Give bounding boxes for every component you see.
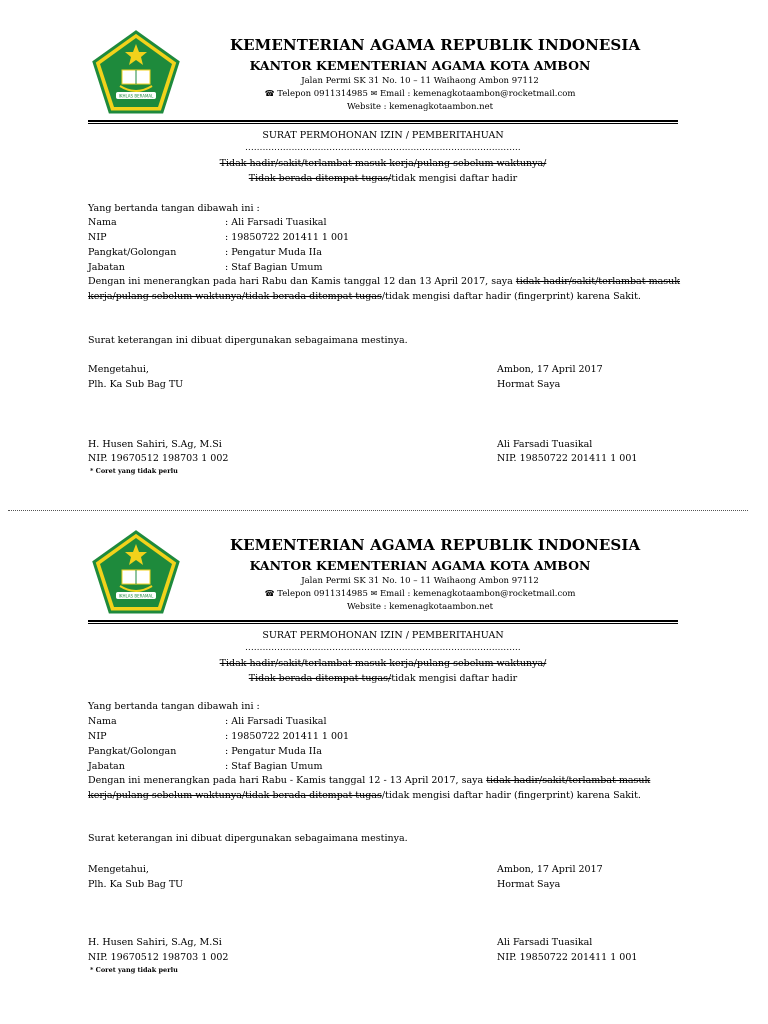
field-value-nama: : Ali Farsadi Tuasikal [225,217,327,228]
body-text-start: Dengan ini menerangkan pada hari Rabu - Kamis tanggal 12 - 13 April 2017, saya [88,775,487,786]
body-text-start: Dengan ini menerangkan pada hari Rabu dan Kamis tanggal 12 dan 13 April 2017, saya [88,276,516,287]
title-options-line2 [88,173,678,184]
logo-ribbon-text: IKHLAS BERAMAL [118,593,154,599]
letter-title: SURAT PERMOHONAN IZIN / PEMBERITAHUAN [262,630,504,641]
right-sign-date: Ambon, 17 April 2017 [497,864,603,875]
body-text-struck: tidak hadir/sakit/terlambat masuk kerja/pulang sebelum waktunya/tidak berada ditempat tugas [88,276,680,302]
body-text-end: /tidak mengisi daftar hadir (fingerprint) karena Sakit. [381,291,641,302]
title-options-line1: Tidak hadir/sakit/terlambat masuk kerja/pulang sebelum waktunya/ [219,658,547,669]
title-dots: ............................................................................................... [245,643,521,653]
field-value-pangkat: : Pengatur Muda IIa [225,746,322,757]
field-label-nama: Nama [88,716,117,727]
website: Website : kemenagkotaambon.net [346,602,494,612]
contact-line [230,89,610,99]
logo-ribbon-text: IKHLAS BERAMAL [118,93,154,99]
right-sign-line2: Hormat Saya [497,879,561,890]
body-text-struck: tidak hadir/sakit/terlambat masuk kerja/pulang sebelum waktunya/tidak berada ditempat tugas [88,775,651,801]
title-option-struck: Tidak berada ditempat tugas/ [248,173,392,184]
left-sign-line1: Mengetahui, [88,364,149,375]
left-sign-line2: Plh. Ka Sub Bag TU [88,379,184,390]
right-sign-nip: NIP. 19850722 201411 1 001 [497,952,638,963]
envelope-icon: ✉ [370,89,378,98]
left-sign-nip: NIP. 19670512 198703 1 002 [88,952,229,963]
right-sign-name: Ali Farsadi Tuasikal [497,937,593,948]
letter-title: SURAT PERMOHONAN IZIN / PEMBERITAHUAN [262,130,504,141]
field-value-jabatan: : Staf Bagian Umum [225,262,323,273]
ministry-name: KEMENTERIAN AGAMA REPUBLIK INDONESIA [230,36,641,54]
field-value-jabatan: : Staf Bagian Umum [225,761,323,772]
field-label-jabatan: Jabatan [88,761,125,772]
letter-2 [0,500,768,990]
header-rule-thin [88,623,678,624]
intro-text: Yang bertanda tangan dibawah ini : [88,203,260,214]
header-rule [88,620,678,622]
right-sign-name: Ali Farsadi Tuasikal [497,439,593,450]
right-sign-date: Ambon, 17 April 2017 [497,364,603,375]
intro-text: Yang bertanda tangan dibawah ini : [88,701,260,712]
field-value-nip: : 19850722 201411 1 001 [225,232,350,243]
field-label-nama: Nama [88,217,117,228]
title-option-struck: Tidak berada ditempat tugas/ [248,673,392,684]
letter-1 [0,0,768,490]
field-label-jabatan: Jabatan [88,262,125,273]
office-name: KANTOR KEMENTERIAN AGAMA KOTA AMBON [249,58,591,73]
right-sign-nip: NIP. 19850722 201411 1 001 [497,453,638,464]
title-option-kept: tidak mengisi daftar hadir [391,673,518,684]
envelope-icon: ✉ [370,589,378,598]
header-rule-thin [88,123,678,124]
ministry-logo [92,30,180,114]
title-options-line2 [88,673,678,684]
body-paragraph [88,773,680,803]
left-sign-line1: Mengetahui, [88,864,149,875]
office-name: KANTOR KEMENTERIAN AGAMA KOTA AMBON [249,558,591,573]
field-value-pangkat: : Pengatur Muda IIa [225,247,322,258]
footnote: * Coret yang tidak perlu [90,966,178,974]
email-address: Email : kemenagkotaambon@rocketmail.com [379,589,576,599]
closing-text: Surat keterangan ini dibuat dipergunakan sebagaimana mestinya. [88,833,408,844]
ministry-name: KEMENTERIAN AGAMA REPUBLIK INDONESIA [230,536,641,554]
left-sign-nip: NIP. 19670512 198703 1 002 [88,453,229,464]
phone-icon: ☎ [264,89,275,98]
field-label-pangkat: Pangkat/Golongan [88,247,177,258]
body-paragraph [88,274,680,304]
header-rule [88,120,678,122]
left-sign-name: H. Husen Sahiri, S.Ag, M.Si [88,439,222,450]
body-text-end: /tidak mengisi daftar hadir (fingerprint) karena Sakit. [381,790,641,801]
field-label-nip: NIP [88,731,107,742]
footnote: * Coret yang tidak perlu [90,467,178,475]
right-sign-line2: Hormat Saya [497,379,561,390]
phone-number: Telepon 0911314985 [277,589,368,599]
field-label-pangkat: Pangkat/Golongan [88,746,177,757]
website: Website : kemenagkotaambon.net [346,102,494,112]
title-option-kept: tidak mengisi daftar hadir [391,173,518,184]
office-address: Jalan Permi SK 31 No. 10 – 11 Waihaong Ambon 97112 [301,576,539,586]
left-sign-line2: Plh. Ka Sub Bag TU [88,879,184,890]
phone-icon: ☎ [264,589,275,598]
title-dots: ............................................................................................... [245,143,521,153]
left-sign-name: H. Husen Sahiri, S.Ag, M.Si [88,937,222,948]
office-address: Jalan Permi SK 31 No. 10 – 11 Waihaong Ambon 97112 [301,76,539,86]
contact-line [230,589,610,599]
ministry-logo [92,530,180,614]
phone-number: Telepon 0911314985 [277,89,368,99]
title-options-line1: Tidak hadir/sakit/terlambat masuk kerja/pulang sebelum waktunya/ [219,158,547,169]
field-value-nama: : Ali Farsadi Tuasikal [225,716,327,727]
email-address: Email : kemenagkotaambon@rocketmail.com [379,89,576,99]
field-value-nip: : 19850722 201411 1 001 [225,731,350,742]
closing-text: Surat keterangan ini dibuat dipergunakan sebagaimana mestinya. [88,335,408,346]
field-label-nip: NIP [88,232,107,243]
